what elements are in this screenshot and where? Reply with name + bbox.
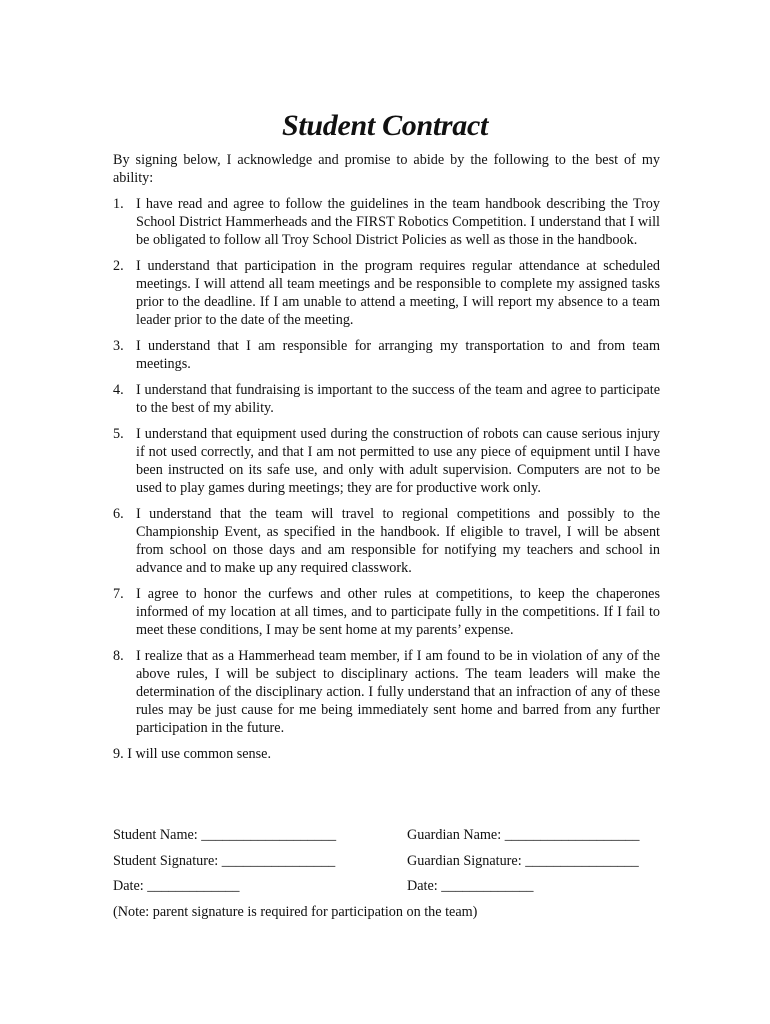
guardian-date-field[interactable]: Date: _____________ bbox=[407, 878, 534, 894]
list-item bbox=[113, 337, 660, 373]
document-title: Student Contract bbox=[281, 109, 489, 142]
guardian-signature-field[interactable]: Guardian Signature: ________________ bbox=[407, 853, 639, 869]
list-item bbox=[113, 195, 660, 249]
list-item bbox=[113, 381, 660, 417]
list-item-text: I realize that as a Hammerhead team member, if I am found to be in violation of any of the above rules, I will be subject to disciplinary actions. The team leaders will make the determination of the disciplinary action. I fully understand that an infraction of any of these rules may be just cause for me being immediately sent home and barred from any further participation in the future. bbox=[136, 648, 660, 736]
list-item-text: I understand that equipment used during the construction of robots can cause serious injury if not used correctly, and that I am not permitted to use any piece of equipment until I have been instructed on its safe use, and only with adult supervision. Computers are not to be used to play games during meetings; they are for productive work only. bbox=[136, 426, 660, 496]
list-item bbox=[113, 647, 660, 737]
signature-note: (Note: parent signature is required for participation on the team) bbox=[113, 904, 478, 920]
student-name-field[interactable]: Student Name: ___________________ bbox=[113, 827, 337, 843]
list-item-text: I understand that participation in the program requires regular attendance at scheduled meetings. I will attend all team meetings and be responsible to complete my assigned tasks prior to the deadline. If I am unable to attend a meeting, I will report my absence to a team leader prior to the date of the meeting. bbox=[136, 258, 660, 328]
list-item-text: I understand that fundraising is important to the success of the team and agree to participate to the best of my ability. bbox=[136, 382, 660, 416]
intro-paragraph: By signing below, I acknowledge and promise to abide by the following to the best of my ability: bbox=[113, 152, 660, 186]
list-item bbox=[113, 257, 660, 329]
list-item-text: I have read and agree to follow the guidelines in the team handbook describing the Troy School District Hammerheads and the FIRST Robotics Competition. I understand that I will be obligated to follow all Troy School District Policies as well as those in the handbook. bbox=[136, 196, 660, 248]
student-date-field[interactable]: Date: _____________ bbox=[113, 878, 240, 894]
list-item-number: 5. bbox=[113, 426, 124, 442]
list-item-text: I will use common sense. bbox=[127, 746, 272, 762]
list-item-number: 4. bbox=[113, 382, 124, 398]
list-item bbox=[113, 585, 660, 639]
list-item bbox=[113, 505, 660, 577]
guardian-name-field[interactable]: Guardian Name: ___________________ bbox=[407, 827, 640, 843]
list-item-number: 8. bbox=[113, 648, 124, 664]
list-item-number: 6. bbox=[113, 506, 124, 522]
list-item bbox=[113, 425, 660, 497]
agreement-list bbox=[113, 195, 660, 771]
list-item-number: 3. bbox=[113, 338, 124, 354]
list-item-number: 7. bbox=[113, 586, 124, 602]
list-item-number: 9. bbox=[113, 746, 124, 762]
list-item-number: 1. bbox=[113, 196, 124, 212]
list-item-text: I understand that the team will travel to regional competitions and possibly to the Championship Event, as specified in the handbook. If eligible to travel, I will be absent from school on those days and am responsible for notifying my teachers and school in advance and to make up any required classwork. bbox=[136, 506, 660, 576]
student-signature-field[interactable]: Student Signature: ________________ bbox=[113, 853, 336, 869]
list-item-text: I understand that I am responsible for arranging my transportation to and from team meetings. bbox=[136, 338, 660, 372]
list-item bbox=[113, 745, 660, 763]
list-item-text: I agree to honor the curfews and other rules at competitions, to keep the chaperones informed of my location at all times, and to participate fully in the competitions. If I fail to meet these conditions, I may be sent home at my parents’ expense. bbox=[136, 586, 660, 638]
list-item-number: 2. bbox=[113, 258, 124, 274]
